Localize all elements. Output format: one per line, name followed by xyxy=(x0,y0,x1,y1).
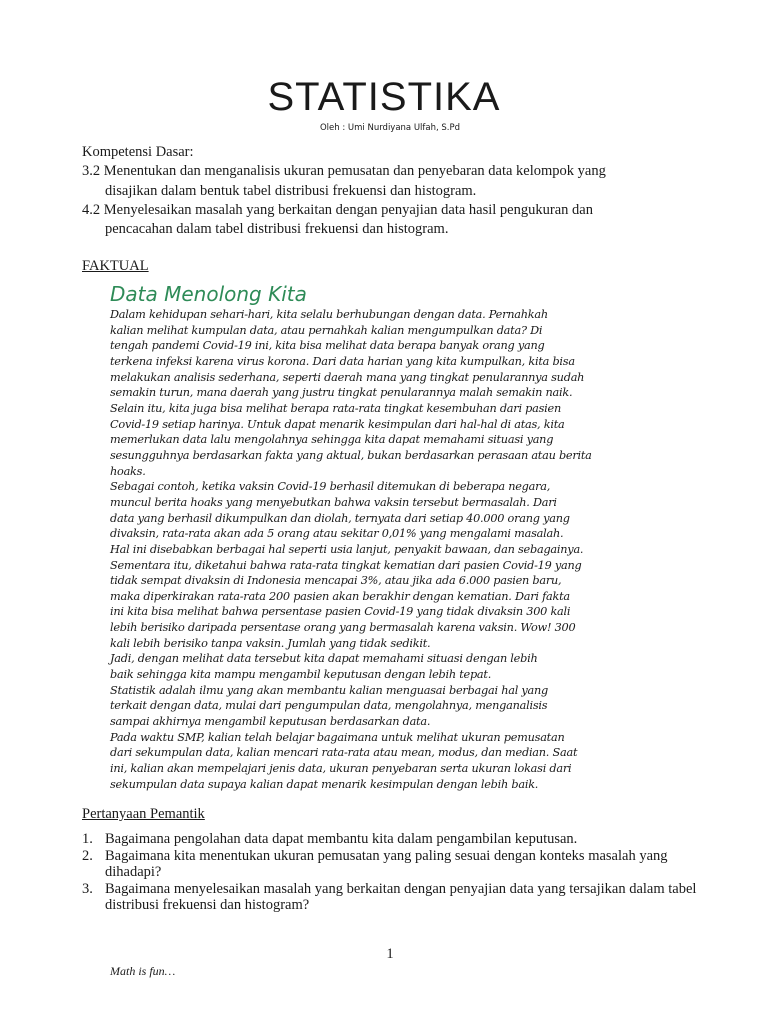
article-line: lebih berisiko daripada persentase orang yang bermasalah karena vaksin. Wow! 300 xyxy=(110,621,576,635)
article-line: tengah pandemi Covid-19 ini, kita bisa melihat data berapa banyak orang yang xyxy=(110,339,545,353)
question-number: 1. xyxy=(82,831,93,847)
article-line: Hal ini disebabkan berbagai hal seperti usia lanjut, penyakit bawaan, dan sebagainya. xyxy=(110,542,584,556)
article-line: sesungguhnya berdasarkan fakta yang aktual, bukan berdasarkan perasaan atau berita xyxy=(110,448,592,462)
page-number: 1 xyxy=(386,946,394,962)
kompetensi-item-line: pencacahan dalam tabel distribusi frekuensi dan histogram. xyxy=(105,221,449,238)
kompetensi-item-line: disajikan dalam bentuk tabel distribusi frekuensi dan histogram. xyxy=(105,182,477,199)
kompetensi-dasar-section xyxy=(82,143,722,239)
author-line: Oleh : Umi Nurdiyana Ulfah, S.Pd xyxy=(319,123,461,133)
question-number: 2. xyxy=(82,847,93,864)
article-line: dari sekumpulan data, kalian mencari rata-rata atau mean, modus, dan median. Saat xyxy=(110,746,578,760)
article-line: sampai akhirnya mengambil keputusan berdasarkan data. xyxy=(110,715,431,729)
article-line: muncul berita hoaks yang menyebutkan bahwa vaksin tersebut bermasalah. Dari xyxy=(110,495,557,509)
footer-note: Math is fun… xyxy=(110,964,176,978)
question-number: 3. xyxy=(82,880,93,897)
list-item xyxy=(82,881,702,914)
article-line: maka diperkirakan rata-rata 200 pasien akan berakhir dengan kematian. Dari fakta xyxy=(110,589,570,603)
pemantik-question-list xyxy=(82,831,702,914)
article-line: kalian melihat kumpulan data, atau pernahkah kalian mengumpulkan data? Di xyxy=(110,323,543,337)
article-line: Pada waktu SMP, kalian telah belajar bagaimana untuk melihat ukuran pemusatan xyxy=(110,730,565,744)
faktual-heading: FAKTUAL xyxy=(82,258,149,274)
article-line: semakin turun, mana daerah yang justru tingkat penularannya malah semakin naik. xyxy=(110,386,573,400)
article-line: hoaks. xyxy=(110,464,146,478)
article-line: Sementara itu, diketahui bahwa rata-rata tingkat kematian dari pasien Covid-19 yang xyxy=(110,558,582,572)
article-line: sekumpulan data supaya kalian dapat menarik kesimpulan dengan lebih baik. xyxy=(110,777,539,791)
document-title: STATISTIKA xyxy=(267,75,501,119)
article-title: Data Menolong Kita xyxy=(110,282,307,306)
article-line: Dalam kehidupan sehari-hari, kita selalu berhubungan dengan data. Pernahkah xyxy=(110,308,548,321)
article-line: terkena infeksi karena virus korona. Dari data harian yang kita kumpulkan, kita bisa xyxy=(110,354,575,368)
article-line: tidak sempat divaksin di Indonesia mencapai 3%, atau jika ada 6.000 pasien baru, xyxy=(110,574,562,588)
article-line: Statistik adalah ilmu yang akan membantu kalian menguasai berbagai hal yang xyxy=(110,683,549,697)
article-line: baik sehingga kita mampu mengambil keputusan dengan lebih tepat. xyxy=(110,668,492,682)
article-line: Jadi, dengan melihat data tersebut kita dapat memahami situasi dengan lebih xyxy=(110,652,538,666)
question-text: Bagaimana pengolahan data dapat membantu kita dalam pengambilan keputusan. xyxy=(105,831,578,847)
question-text: Bagaimana kita menentukan ukuran pemusatan yang paling sesuai dengan konteks masalah yang dihadapi? xyxy=(105,847,668,880)
article-line: divaksin, rata-rata akan ada 5 orang atau sekitar 0,01% yang mengalami masalah. xyxy=(110,527,564,541)
article-line: kali lebih berisiko tanpa vaksin. Jumlah yang tidak sedikit. xyxy=(110,636,431,650)
article-line: melakukan analisis sederhana, seperti daerah mana yang tingkat penularannya sudah xyxy=(110,370,585,384)
list-item xyxy=(82,831,702,848)
article-body xyxy=(110,307,650,792)
kompetensi-heading: Kompetensi Dasar: xyxy=(82,144,194,160)
article-line: Covid-19 setiap harinya. Untuk dapat menarik kesimpulan dari hal-hal di atas, kita xyxy=(110,417,565,431)
list-item xyxy=(82,848,702,881)
article-line: terkait dengan data, mulai dari pengumpulan data, mengolahnya, menganalisis xyxy=(110,699,548,713)
article-line: memerlukan data lalu mengolahnya sehingga kita dapat memahami situasi yang xyxy=(110,433,554,447)
question-text: Bagaimana menyelesaikan masalah yang berkaitan dengan penyajian data yang tersajikan dalam tabel distribusi frekuensi dan histogram? xyxy=(105,880,697,913)
kompetensi-item-line: 4.2 Menyelesaikan masalah yang berkaitan dengan penyajian data hasil pengukuran dan xyxy=(82,201,593,218)
kompetensi-item-line: 3.2 Menentukan dan menganalisis ukuran pemusatan dan penyebaran data kelompok yang xyxy=(82,163,606,180)
article-line: data yang berhasil dikumpulkan dan diolah, ternyata dari setiap 40.000 orang yang xyxy=(110,511,570,525)
article-line: Selain itu, kita juga bisa melihat berapa rata-rata tingkat kesembuhan dari pasien xyxy=(110,401,561,415)
pemantik-heading: Pertanyaan Pemantik xyxy=(82,806,205,822)
article-line: Sebagai contoh, ketika vaksin Covid-19 berhasil ditemukan di beberapa negara, xyxy=(110,480,551,494)
article-line: ini, kalian akan mempelajari jenis data, ukuran penyebaran serta ukuran lokasi dari xyxy=(110,762,572,776)
article-line: ini kita bisa melihat bahwa persentase pasien Covid-19 yang tidak divaksin 300 kali xyxy=(110,605,571,619)
